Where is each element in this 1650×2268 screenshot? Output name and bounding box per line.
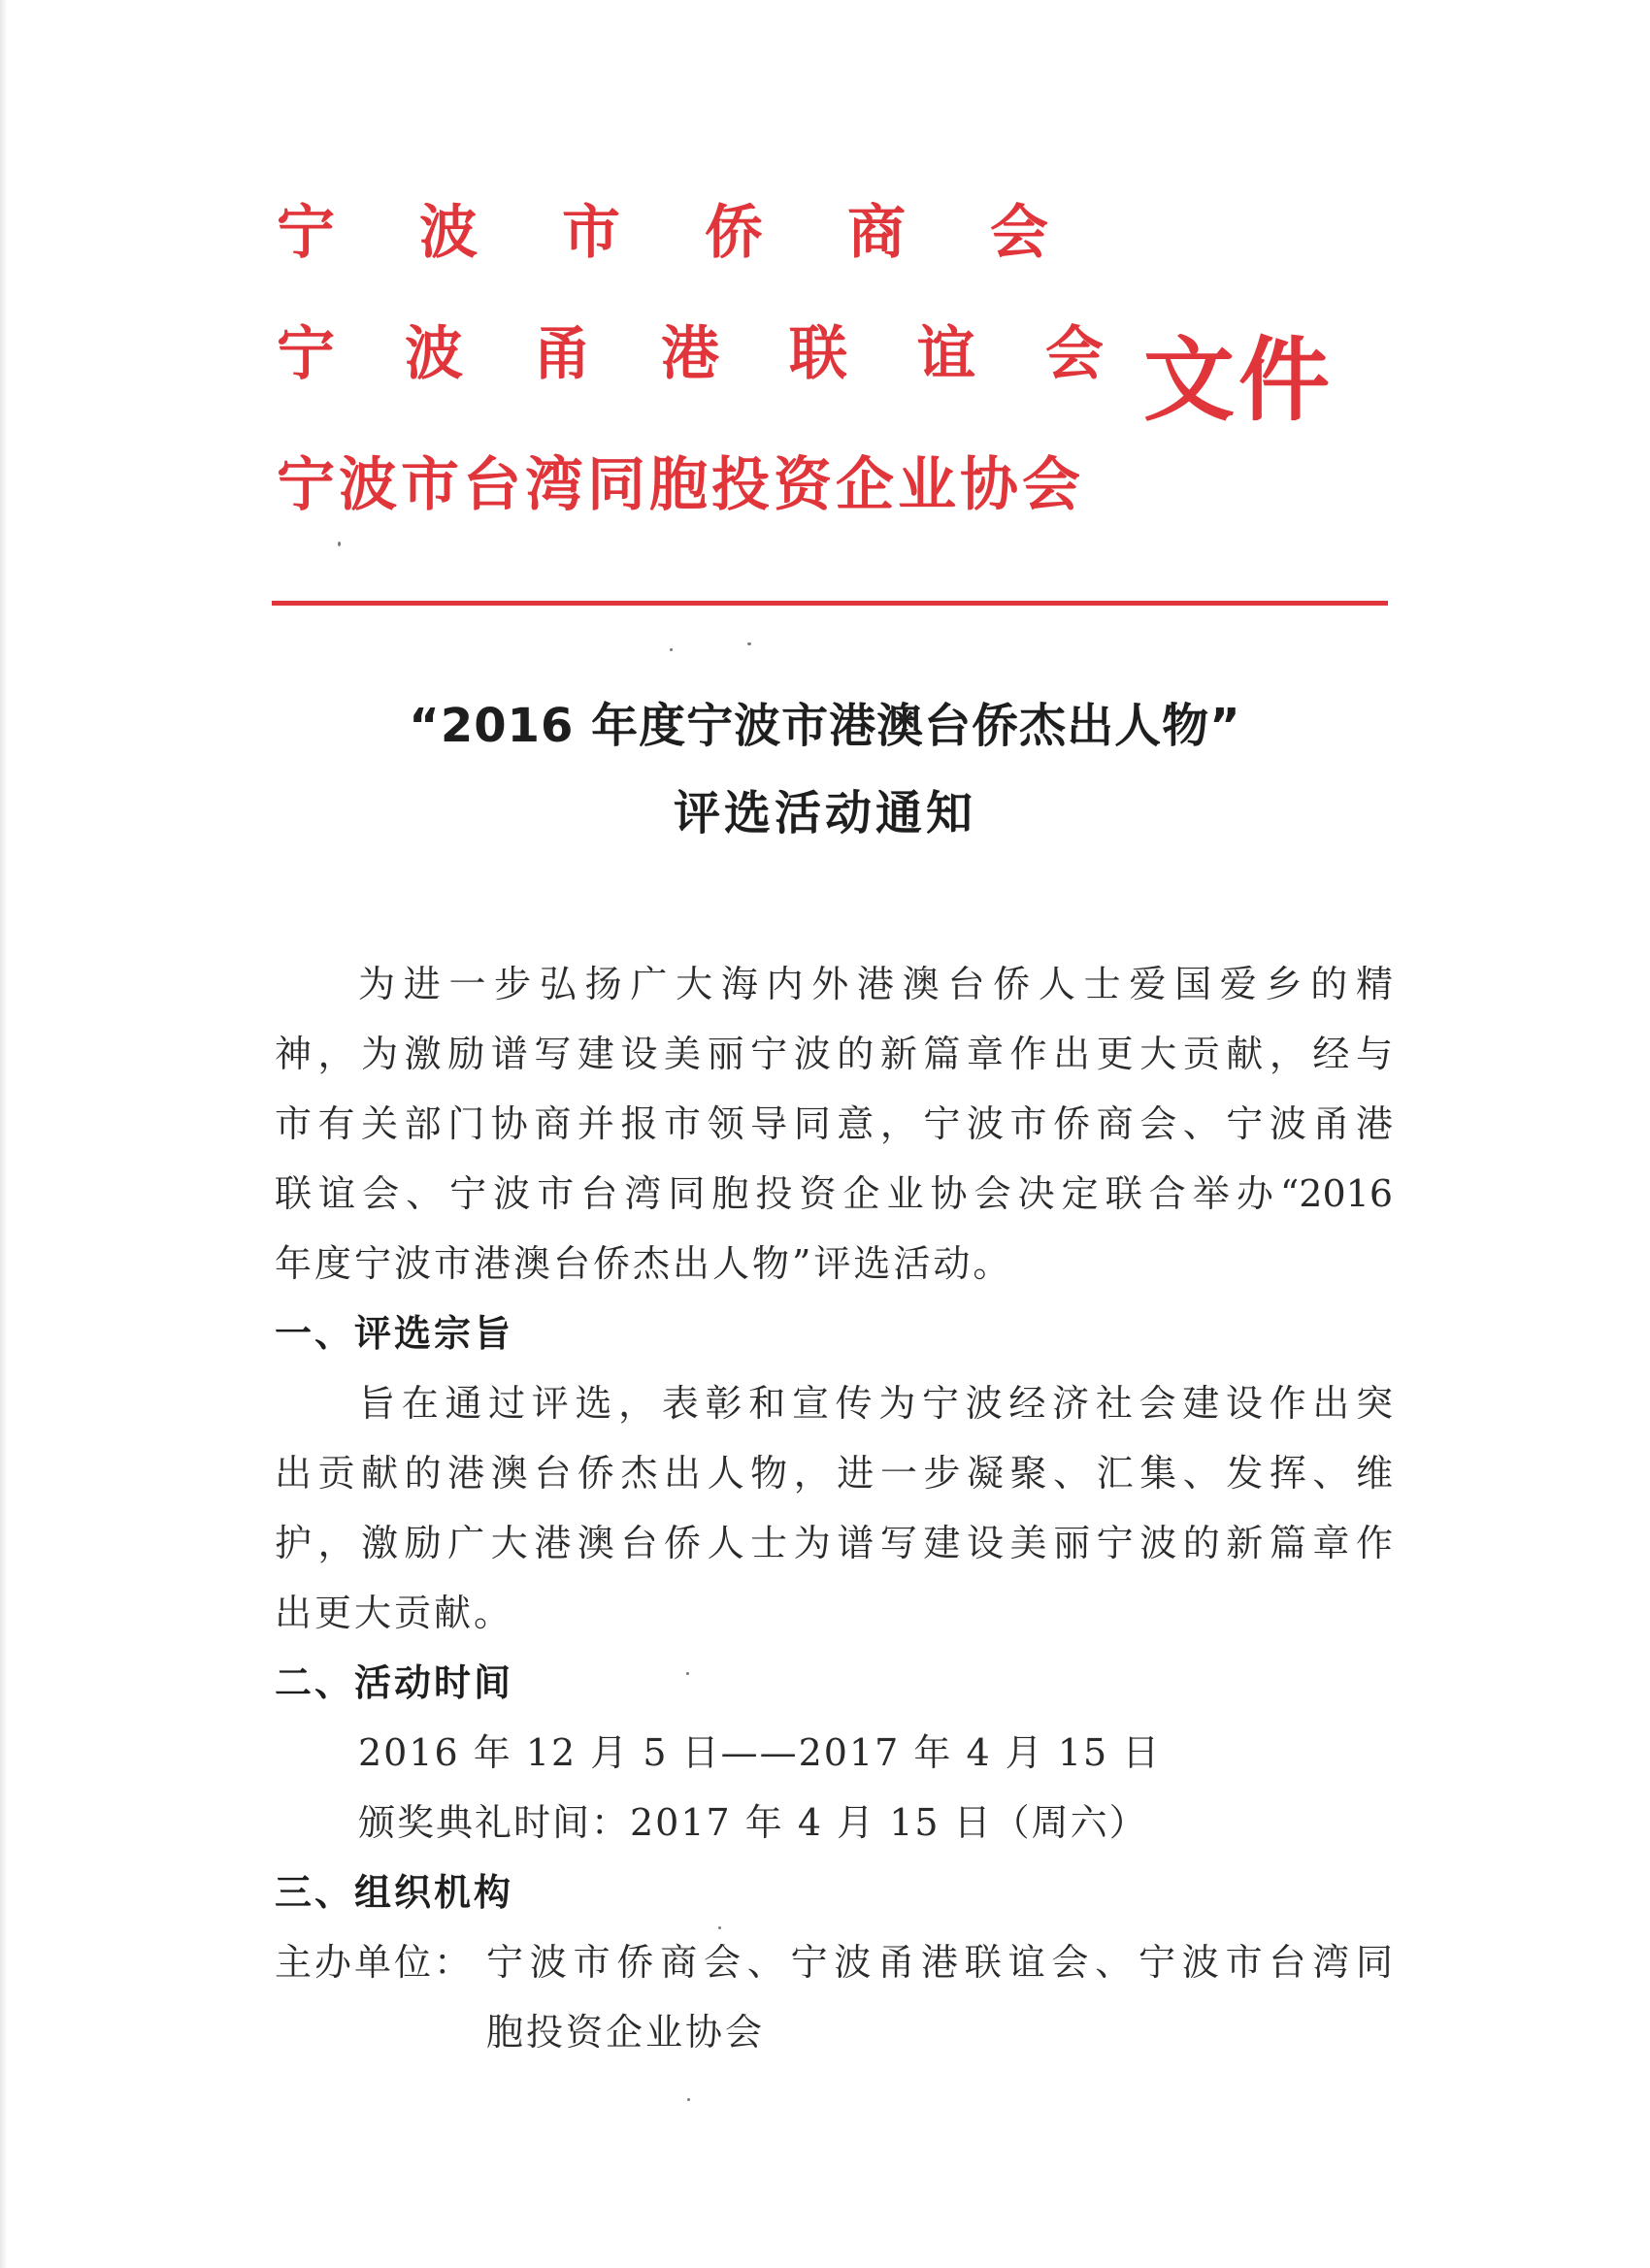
issuer-org-2: 宁波甬港联谊会 [277,320,1173,388]
document-type-word: 文件 [1143,328,1335,434]
section-heading-purpose: 一、评选宗旨 [275,1312,514,1355]
purpose-line: 出更大贡献。 [275,1592,514,1634]
scan-speck [718,1926,721,1929]
scan-speck [747,642,751,645]
activity-period: 2016 年 12 月 5 日——2017 年 4 月 15 日 [358,1731,1162,1774]
purpose-line: 旨在通过评选，表彰和宣传为宁波经济社会建设作出突 [358,1382,1393,1425]
scan-speck [338,542,341,546]
issuer-org-1: 宁波市侨商会 [277,199,1133,267]
scan-speck [670,648,673,651]
host-label: 主办单位： [275,1941,475,1984]
host-value: 宁波市侨商会、宁波甬港联谊会、宁波市台湾同 [486,1941,1393,1984]
intro-line: 市有关部门协商并报市领导同意，宁波市侨商会、宁波甬港 [275,1102,1393,1145]
scan-speck [687,2098,690,2101]
section-heading-schedule: 二、活动时间 [275,1661,514,1704]
document-body [275,949,1393,2067]
intro-line: 神，为激励谱写建设美丽宁波的新篇章作出更大贡献，经与 [275,1033,1393,1075]
document-title-line-1: “2016 年度宁波市港澳台侨杰出人物” [409,699,1241,753]
purpose-line: 护，激励广大港澳台侨人士为谱写建设美丽宁波的新篇章作 [275,1522,1393,1564]
host-value-continued: 胞投资企业协会 [486,2011,766,2054]
scan-speck [686,1672,689,1675]
header-divider [272,601,1388,606]
ceremony-date: 颁奖典礼时间：2017 年 4 月 15 日（周六） [358,1801,1148,1844]
purpose-line: 出贡献的港澳台侨杰出人物，进一步凝聚、汇集、发挥、维 [275,1452,1393,1495]
scan-edge-shadow [0,0,8,2268]
intro-line: 联谊会、宁波市台湾同胞投资企业协会决定联合举办“2016 [275,1172,1393,1215]
issuer-org-3: 宁波市台湾同胞投资企业协会 [277,451,1084,519]
section-heading-organizers: 三、组织机构 [275,1871,514,1914]
document-title-line-2: 评选活动通知 [673,786,976,840]
intro-line: 年度宁波市港澳台侨杰出人物”评选活动。 [275,1242,1013,1285]
host-row [275,1927,1393,1997]
intro-line: 为进一步弘扬广大海内外港澳台侨人士爱国爱乡的精 [358,963,1393,1005]
